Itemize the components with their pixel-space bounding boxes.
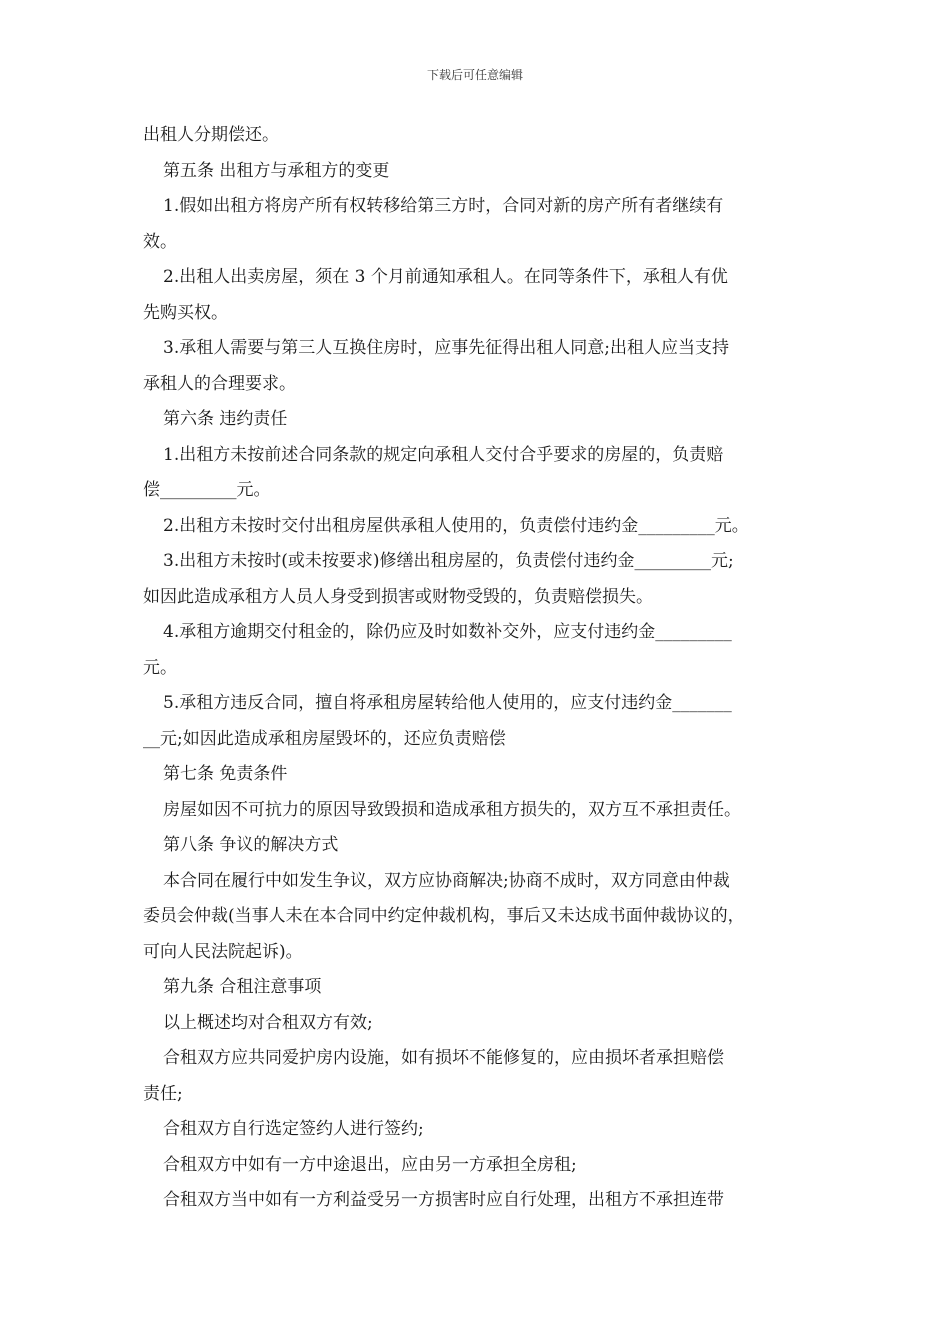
text-line: 先购买权。 — [143, 302, 228, 323]
text-line: 元。 — [143, 657, 177, 678]
text-line: 委员会仲裁(当事人未在本合同中约定仲裁机构，事后又未达成书面仲裁协议的， — [143, 906, 745, 926]
text-line: 如因此造成承租方人员人身受到损害或财物受毁的，负责赔偿损失。 — [143, 586, 653, 607]
text-line: 本合同在履行中如发生争议，双方应协商解决;协商不成时，双方同意由仲裁 — [163, 870, 730, 891]
text-line: 偿_________元。 — [143, 480, 271, 500]
text-line: 2.出租人出卖房屋，须在 3 个月前通知承租人。在同等条件下，承租人有优 — [163, 267, 728, 287]
text-line: 3.承租人需要与第三人互换住房时，应事先征得出租人同意;出租人应当支持 — [163, 338, 729, 358]
text-line: 3.出租方未按时(或未按要求)修缮出租房屋的，负责偿付违约金_________元; — [163, 551, 734, 571]
text-line: 以上概述均对合租双方有效; — [163, 1012, 373, 1033]
text-line: 可向人民法院起诉)。 — [143, 941, 303, 962]
text-line: 第六条 违约责任 — [163, 409, 288, 429]
text-line: 合租双方应共同爱护房内设施，如有损坏不能修复的，应由损坏者承担赔偿 — [163, 1048, 724, 1068]
text-line: 承租人的合理要求。 — [143, 373, 296, 394]
text-line: 第八条 争议的解决方式 — [163, 835, 339, 855]
text-line: 责任; — [143, 1083, 183, 1104]
text-line: 第五条 出租方与承租方的变更 — [163, 160, 390, 181]
text-line: 房屋如因不可抗力的原因导致毁损和造成承租方损失的，双方互不承担责任。 — [163, 799, 741, 820]
page-header: 下载后可任意编辑 — [426, 68, 523, 82]
text-line: 1.出租方未按前述合同条款的规定向承租人交付合乎要求的房屋的，负责赔 — [163, 444, 724, 465]
text-line: 第九条 合租注意事项 — [163, 977, 322, 997]
text-line: 合租双方中如有一方中途退出，应由另一方承担全房租; — [163, 1154, 577, 1175]
text-line: __元;如因此造成承租房屋毁坏的，还应负责赔偿 — [143, 728, 506, 749]
text-line: 2.出租方未按时交付出租房屋供承租人使用的，负责偿付违约金_________元。 — [163, 515, 749, 536]
text-line: 5.承租方违反合同，擅自将承租房屋转给他人使用的，应支付违约金_______ — [163, 693, 732, 713]
text-line: 效。 — [143, 231, 177, 252]
text-line: 第七条 免责条件 — [163, 764, 288, 784]
text-line: 合租双方当中如有一方利益受另一方损害时应自行处理，出租方不承担连带 — [163, 1190, 724, 1210]
text-line: 1.假如出租方将房产所有权转移给第三方时，合同对新的房产所有者继续有 — [163, 196, 724, 216]
text-line: 出租人分期偿还。 — [143, 125, 279, 145]
text-line: 合租双方自行选定签约人进行签约; — [163, 1119, 424, 1139]
text-line: 4.承租方逾期交付租金的，除仍应及时如数补交外，应支付违约金_________ — [163, 622, 732, 642]
document-body — [143, 118, 823, 1219]
